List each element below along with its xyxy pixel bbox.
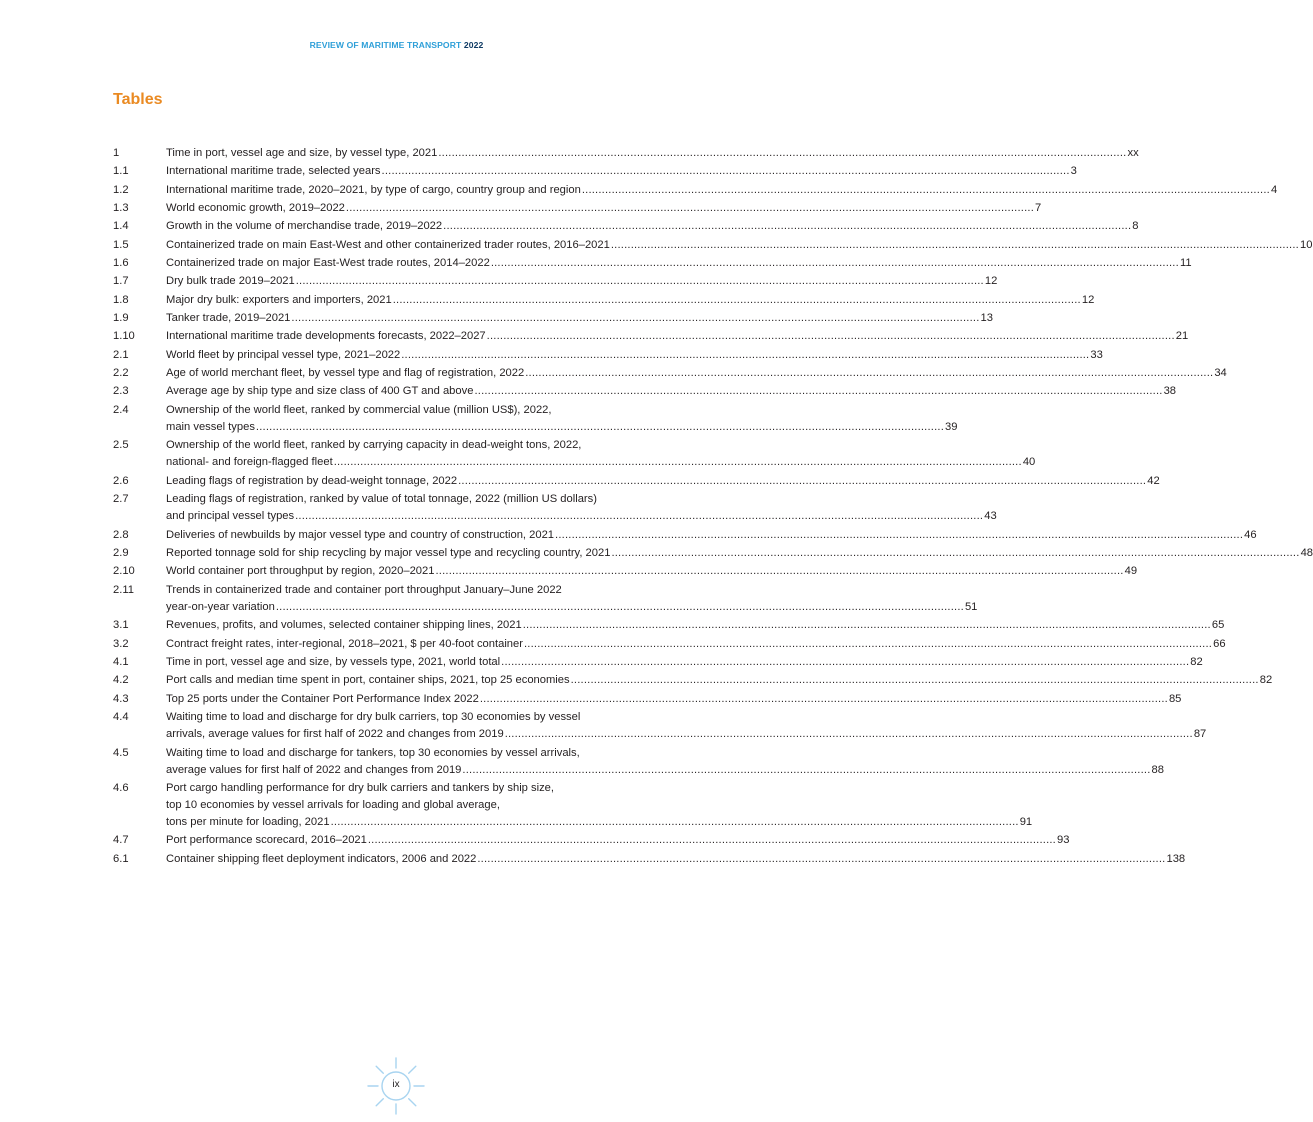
table-number: 1.10 xyxy=(113,330,135,343)
dot-leader xyxy=(296,273,984,290)
caption-line: International maritime trade, 2020–2021, by type of cargo, country group and region xyxy=(166,183,581,196)
dot-leader xyxy=(382,163,1070,180)
table-entry[interactable] xyxy=(113,672,1273,689)
caption-line: Revenues, profits, and volumes, selected container shipping lines, 2021 xyxy=(166,619,522,632)
caption-line: Contract freight rates, inter-regional, 2018–2021, $ per 40-foot container xyxy=(166,637,523,650)
caption-line: year-on-year variation xyxy=(166,600,275,613)
caption-line: Leading flags of registration, ranked by value of total tonnage, 2022 (million US dollars) xyxy=(166,493,597,506)
dot-leader xyxy=(487,328,1175,345)
table-number: 1.9 xyxy=(113,312,129,325)
caption-line: Time in port, vessel age and size, by vessels type, 2021, world total xyxy=(166,655,501,668)
table-caption xyxy=(166,237,1312,254)
page-ref[interactable]: 8 xyxy=(1132,220,1139,233)
table-entry[interactable] xyxy=(113,582,978,616)
table-entry[interactable] xyxy=(113,145,1139,162)
dot-leader xyxy=(276,599,964,616)
table-entry[interactable] xyxy=(113,347,1103,364)
table-number: 2.4 xyxy=(113,403,129,416)
table-number: 2.2 xyxy=(113,367,129,380)
table-number: 1.8 xyxy=(113,293,129,306)
dot-leader xyxy=(571,672,1259,689)
table-number: 4.1 xyxy=(113,655,129,668)
table-caption xyxy=(166,691,1181,708)
table-caption xyxy=(166,273,997,290)
table-entry[interactable] xyxy=(113,163,1077,180)
table-entry[interactable] xyxy=(113,832,1070,849)
page-ref[interactable]: 12 xyxy=(984,275,998,288)
table-caption xyxy=(166,745,1164,779)
dot-leader xyxy=(474,383,1162,400)
dot-leader xyxy=(443,218,1131,235)
running-header xyxy=(0,40,793,50)
caption-line: and principal vessel types xyxy=(166,510,295,523)
caption-line: Average age by ship type and size class of 400 GT and above xyxy=(166,385,474,398)
table-number: 4.4 xyxy=(113,711,129,724)
table-caption xyxy=(166,437,1035,471)
dot-leader xyxy=(331,814,1019,831)
caption-line: Waiting time to load and discharge for dry bulk carriers, top 30 economies by vessel xyxy=(166,711,581,724)
publication-title: REVIEW OF MARITIME TRANSPORT xyxy=(309,40,462,50)
table-entry[interactable] xyxy=(113,292,1095,309)
dot-leader xyxy=(438,145,1126,162)
table-entry[interactable] xyxy=(113,545,1313,562)
table-caption xyxy=(166,200,1041,217)
page-ref[interactable]: 13 xyxy=(980,312,993,325)
table-number: 2.9 xyxy=(113,547,129,559)
caption-line: Leading flags of registration by dead-weight tonnage, 2022 xyxy=(166,474,458,487)
table-number: 3.2 xyxy=(113,637,129,650)
page-ref[interactable]: 40 xyxy=(1022,456,1036,469)
table-caption xyxy=(166,617,1224,634)
table-number: 2.7 xyxy=(113,493,129,506)
table-entry[interactable] xyxy=(113,745,1164,779)
caption-line: Port cargo handling performance for dry bulk carriers and tankers by ship size, xyxy=(166,782,555,795)
table-entry[interactable] xyxy=(113,365,1227,382)
table-caption xyxy=(166,218,1139,235)
caption-line: Deliveries of newbuilds by major vessel type and country of construction, 2021 xyxy=(166,528,555,541)
caption-line: Age of world merchant fleet, by vessel type and flag of registration, 2022 xyxy=(166,367,525,380)
page-ref[interactable]: 87 xyxy=(1193,728,1207,741)
table-number: 2.3 xyxy=(113,385,129,398)
table-caption xyxy=(166,310,993,327)
caption-line: Container shipping fleet deployment indicators, 2006 and 2022 xyxy=(166,852,477,865)
caption-line: Major dry bulk: exporters and importers, 2021 xyxy=(166,293,392,306)
sun-ray xyxy=(376,1099,383,1106)
dot-leader xyxy=(401,347,1089,364)
table-caption xyxy=(166,832,1069,849)
sun-ray xyxy=(409,1066,416,1073)
table-caption xyxy=(166,402,958,436)
table-number: 6.1 xyxy=(113,852,129,865)
caption-line: arrivals, average values for first half of 2022 and changes from 2019 xyxy=(166,728,504,741)
dot-leader xyxy=(256,419,944,436)
tables-list xyxy=(113,145,1313,869)
caption-line: Containerized trade on major East-West trade routes, 2014–2022 xyxy=(166,257,490,270)
page-ref[interactable]: 65 xyxy=(1211,619,1225,632)
caption-line: Dry bulk trade 2019–2021 xyxy=(166,275,295,288)
table-entry[interactable] xyxy=(113,780,1033,831)
table-caption xyxy=(166,473,1160,490)
publication-year: 2022 xyxy=(463,40,484,50)
table-caption xyxy=(166,527,1257,544)
table-caption xyxy=(166,636,1226,653)
table-entry[interactable] xyxy=(113,273,998,290)
caption-line: Port calls and median time spent in port, container ships, 2021, top 25 economies xyxy=(166,674,570,687)
table-number: 1.1 xyxy=(113,165,129,178)
page-ref[interactable]: 82 xyxy=(1259,674,1273,687)
page-ref[interactable]: 48 xyxy=(1300,547,1313,559)
caption-line: national- and foreign-flagged fleet xyxy=(166,456,333,469)
page-ref[interactable]: xx xyxy=(1127,147,1139,159)
caption-line: World fleet by principal vessel type, 2021–2022 xyxy=(166,348,401,361)
table-number: 2.10 xyxy=(113,565,135,578)
table-entry[interactable] xyxy=(113,402,958,436)
table-number: 2.5 xyxy=(113,439,129,452)
dot-leader xyxy=(611,545,1299,562)
table-caption xyxy=(166,709,1206,743)
table-caption xyxy=(166,292,1094,309)
caption-line: Port performance scorecard, 2016–2021 xyxy=(166,834,367,847)
caption-line: Reported tonnage sold for ship recycling by major vessel type and recycling country, 2021 xyxy=(166,547,611,559)
table-caption xyxy=(166,563,1137,580)
dot-leader xyxy=(393,292,1081,309)
caption-line: tons per minute for loading, 2021 xyxy=(166,816,330,829)
table-entry[interactable] xyxy=(113,617,1225,634)
page-footer xyxy=(366,1056,426,1116)
dot-leader xyxy=(346,200,1034,217)
page-ref[interactable]: 11 xyxy=(1179,257,1192,270)
dot-leader xyxy=(458,473,1146,490)
page-ref[interactable]: 10 xyxy=(1299,238,1313,251)
dot-leader xyxy=(477,851,1165,868)
page-ref[interactable]: 39 xyxy=(945,420,958,433)
dot-leader xyxy=(525,365,1213,382)
page-ref[interactable]: 34 xyxy=(1214,367,1227,380)
table-entry[interactable] xyxy=(113,654,1203,671)
dot-leader xyxy=(524,636,1212,653)
caption-line: Ownership of the world fleet, ranked by commercial value (million US$), 2022, xyxy=(166,403,552,416)
page-ref[interactable]: 138 xyxy=(1166,852,1186,865)
dot-leader xyxy=(480,691,1168,708)
table-caption xyxy=(166,182,1277,199)
sun-ray xyxy=(376,1066,383,1073)
sun-ray xyxy=(409,1099,416,1106)
table-entry[interactable] xyxy=(113,218,1139,235)
table-entry[interactable] xyxy=(113,691,1182,708)
table-number: 1.6 xyxy=(113,257,129,270)
page-ref[interactable]: 88 xyxy=(1151,763,1164,776)
table-number: 2.6 xyxy=(113,474,129,487)
page-number: ix xyxy=(392,1079,400,1090)
caption-line: Tanker trade, 2019–2021 xyxy=(166,312,291,325)
page-ref[interactable]: 43 xyxy=(984,510,997,523)
caption-line: average values for first half of 2022 and changes from 2019 xyxy=(166,763,462,776)
table-entry[interactable] xyxy=(113,636,1226,653)
dot-leader xyxy=(462,762,1150,779)
table-number: 2.1 xyxy=(113,348,129,361)
table-number: 1.5 xyxy=(113,238,129,251)
table-entry[interactable] xyxy=(113,328,1189,345)
page-ref[interactable]: 91 xyxy=(1019,816,1033,829)
dot-leader xyxy=(501,654,1189,671)
table-number: 1.2 xyxy=(113,183,129,196)
table-entry[interactable] xyxy=(113,200,1042,217)
caption-line: Time in port, vessel age and size, by vessel type, 2021 xyxy=(166,147,438,159)
table-number: 4.7 xyxy=(113,834,129,847)
dot-leader xyxy=(368,832,1056,849)
caption-line: World container port throughput by region, 2020–2021 xyxy=(166,565,435,578)
table-entry[interactable] xyxy=(113,527,1257,544)
table-entry[interactable] xyxy=(113,473,1160,490)
caption-line: Waiting time to load and discharge for tankers, top 30 economies by vessel arrivals, xyxy=(166,746,580,759)
dot-leader xyxy=(555,527,1243,544)
caption-line: Trends in containerized trade and container port throughput January–June 2022 xyxy=(166,583,562,596)
table-caption xyxy=(166,780,1032,831)
dot-leader xyxy=(582,182,1270,199)
table-number: 3.1 xyxy=(113,619,129,632)
dot-leader xyxy=(491,255,1179,272)
page-ref[interactable]: 49 xyxy=(1124,565,1138,578)
table-number: 1 xyxy=(113,147,120,159)
caption-line: main vessel types xyxy=(166,420,255,433)
page-ref[interactable]: 82 xyxy=(1190,655,1203,668)
dot-leader xyxy=(523,617,1211,634)
page-ref[interactable]: 12 xyxy=(1081,293,1095,306)
table-number: 4.6 xyxy=(113,782,129,795)
dot-leader xyxy=(435,563,1123,580)
page-ref[interactable]: 46 xyxy=(1244,528,1257,541)
table-caption xyxy=(166,145,1139,162)
table-caption xyxy=(166,347,1103,364)
table-entry[interactable] xyxy=(113,383,1177,400)
caption-line: Containerized trade on main East-West and other containerized trader routes, 2016–2021 xyxy=(166,238,610,251)
table-number: 4.3 xyxy=(113,692,129,705)
table-entry[interactable] xyxy=(113,851,1186,868)
table-entry[interactable] xyxy=(113,563,1138,580)
table-caption xyxy=(166,654,1203,671)
section-title: Tables xyxy=(113,91,163,108)
caption-line: top 10 economies by vessel arrivals for loading and global average, xyxy=(166,799,500,812)
table-caption xyxy=(166,365,1227,382)
table-number: 4.2 xyxy=(113,674,129,687)
table-caption xyxy=(166,163,1077,180)
caption-line: Growth in the volume of merchandise trade, 2019–2022 xyxy=(166,220,443,233)
table-entry[interactable] xyxy=(113,709,1207,743)
caption-line: Top 25 ports under the Container Port Performance Index 2022 xyxy=(166,692,479,705)
page-ref[interactable]: 21 xyxy=(1175,330,1189,343)
table-entry[interactable] xyxy=(113,491,997,525)
dot-leader xyxy=(505,726,1193,743)
page-ref[interactable]: 42 xyxy=(1147,474,1160,487)
table-caption xyxy=(166,545,1313,562)
table-caption xyxy=(166,491,997,525)
table-entry[interactable] xyxy=(113,237,1313,254)
caption-line: World economic growth, 2019–2022 xyxy=(166,202,345,215)
dot-leader xyxy=(334,454,1022,471)
page-ref[interactable]: 85 xyxy=(1168,692,1182,705)
dot-leader xyxy=(291,310,979,327)
table-number: 2.11 xyxy=(113,583,134,596)
caption-line: International maritime trade developments forecasts, 2022–2027 xyxy=(166,330,486,343)
page-ref[interactable]: 3 xyxy=(1070,165,1077,178)
table-entry[interactable] xyxy=(113,255,1192,272)
page-ref[interactable]: 51 xyxy=(964,600,978,613)
table-number: 1.7 xyxy=(113,275,129,288)
table-entry[interactable] xyxy=(113,182,1278,199)
table-caption xyxy=(166,255,1192,272)
table-number: 1.3 xyxy=(113,202,129,215)
caption-line: International maritime trade, selected years xyxy=(166,165,381,178)
page-ref[interactable]: 4 xyxy=(1270,183,1278,196)
dot-leader xyxy=(295,508,983,525)
table-caption xyxy=(166,672,1272,689)
table-entry[interactable] xyxy=(113,310,993,327)
table-number: 4.5 xyxy=(113,746,129,759)
dot-leader xyxy=(611,237,1299,254)
table-entry[interactable] xyxy=(113,437,1036,471)
page-ref[interactable]: 38 xyxy=(1163,385,1177,398)
page-ref[interactable]: 93 xyxy=(1057,834,1070,847)
table-caption xyxy=(166,383,1176,400)
page-ref[interactable]: 7 xyxy=(1035,202,1042,215)
table-number: 2.8 xyxy=(113,528,129,541)
caption-line: Ownership of the world fleet, ranked by carrying capacity in dead-weight tons, 2022, xyxy=(166,439,582,452)
table-caption xyxy=(166,328,1188,345)
page-ref[interactable]: 66 xyxy=(1213,637,1226,650)
table-number: 1.4 xyxy=(113,220,129,233)
table-caption xyxy=(166,582,977,616)
page-ref[interactable]: 33 xyxy=(1090,348,1103,361)
table-caption xyxy=(166,851,1185,868)
